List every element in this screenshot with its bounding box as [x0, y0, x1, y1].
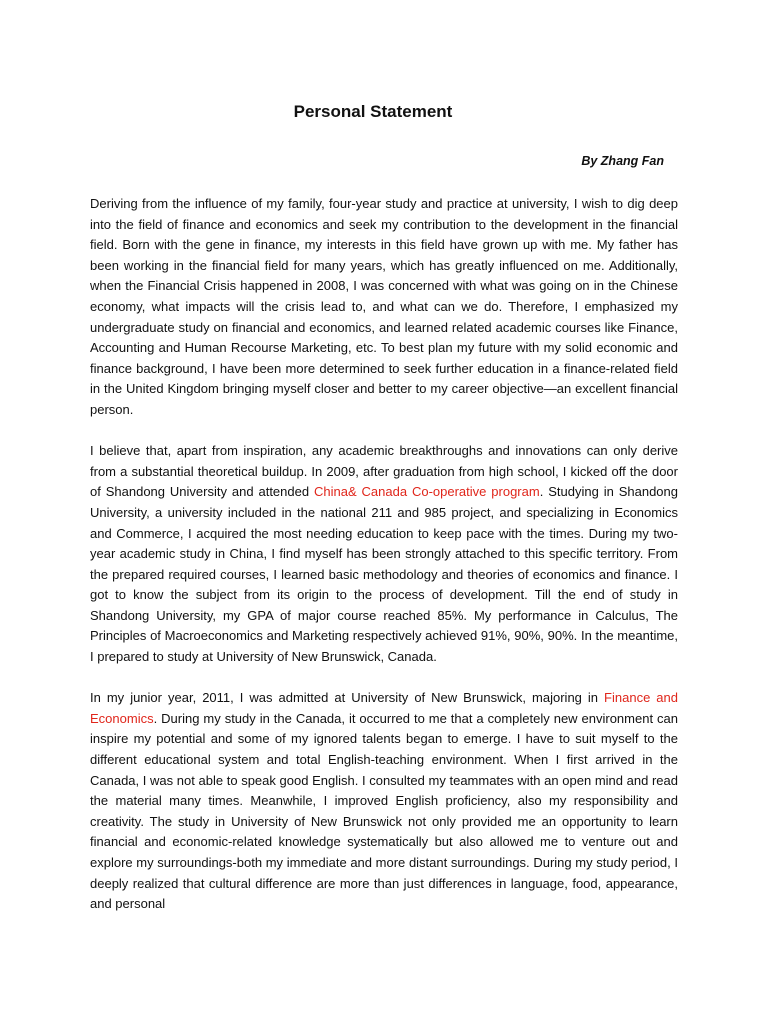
document-author: By Zhang Fan — [581, 154, 664, 168]
paragraph-3-text-end: . During my study in the Canada, it occurred to me that a completely new environment can inspire my potential and some of my ignored talents began to emerge. I have to suit myself to the different educational system and total English-teaching environment. When I first arrived in the Canada, I was not able to speak good English. I consulted my teammates with an open mind and read the material many times. Meanwhile, I improved English proficiency, also my responsibility and creativity. The study in University of New Brunswick not only provided me an opportunity to learn financial and economic-related knowledge systematically but also allowed me to venture out and explore my surroundings-both my immediate and more distant surroundings. During my study period, I deeply realized that cultural difference are more than just differences in language, food, appearance, and personal — [90, 710, 678, 912]
paragraph-1-text: Deriving from the influence of my family, four-year study and practice at university, I wish to dig deep into the field of finance and economics and seek my contribution to the development in the financial field. Born with the gene in finance, my interests in this field have grown up with me. My father has been working in the financial field for many years, which has greatly influenced on me. Additionally, when the Financial Crisis happened in 2008, I was concerned with what was going on in the Chinese economy, what impacts will the crisis lead to, and what can we do. Therefore, I emphasized my undergraduate study on financial and economics, and learned related academic courses like Finance, Accounting and Human Recourse Marketing, etc. To best plan my future with my solid economic and finance background, I have been more determined to seek further education in a finance-related field in the United Kingdom bringing myself closer and better to my career objective—an excellent financial person. — [90, 196, 678, 417]
paragraph-2-text-end: . Studying in Shandong University, a university included in the national 211 and 985 project, and specializing in Economics and Commerce, I acquired the most needing education to keep pace with the times. During my two-year academic study in China, I find myself has been strongly attached to this specific territory. From the prepared required courses, I learned basic methodology and theories of economics and finance. I got to know the subject from its origin to the process of development. Till the end of study in Shandong University, my GPA of major course reached 85%. My performance in Calculus, The Principles of Macroeconomics and Marketing respectively achieved 91%, 90%, 90%. In the meantime, I prepared to study at University of New Brunswick, Canada. — [90, 484, 679, 665]
paragraph-2-text-start: I believe that, apart from inspiration, any academic breakthroughs and innovations can only derive from a substantial theoretical buildup. In 2009, after graduation from high school, I kicked off the door of Shandong University and attended — [90, 443, 678, 500]
highlight-program-name: China& Canada Co-operative program — [313, 484, 540, 500]
document-body — [90, 194, 678, 935]
paragraph-3-text-start: In my junior year, 2011, I was admitted at University of New Brunswick, majoring in — [90, 690, 605, 706]
paragraph-2 — [90, 441, 678, 668]
paragraph-1 — [90, 194, 678, 421]
document-title: Personal Statement — [293, 102, 453, 121]
paragraph-3 — [90, 688, 678, 915]
highlight-major-name: Finance and Economics — [90, 690, 678, 726]
